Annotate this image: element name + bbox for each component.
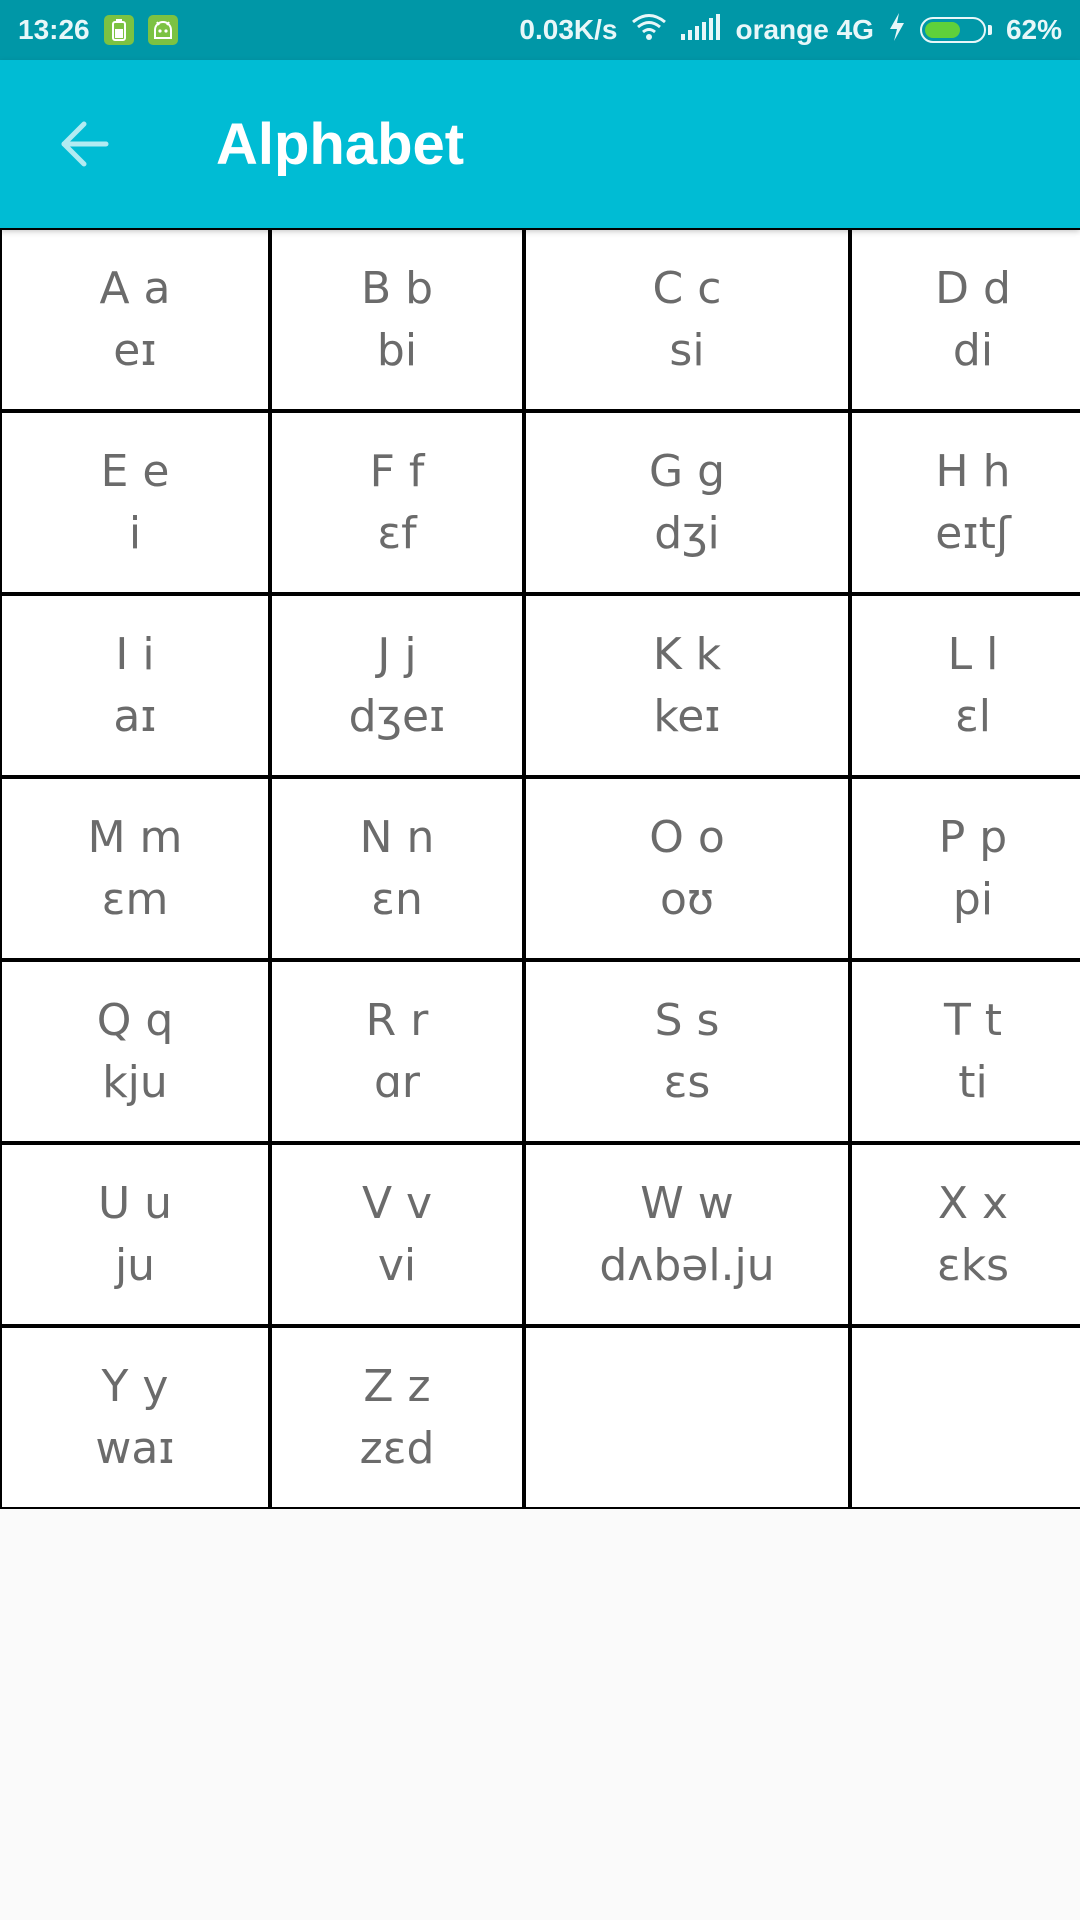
letter-pair: N n: [359, 811, 435, 863]
letter-cell[interactable]: [272, 596, 522, 775]
letter-cell[interactable]: [526, 596, 848, 775]
back-button[interactable]: [34, 94, 134, 194]
pronunciation: pi: [952, 873, 994, 925]
pronunciation: i: [128, 507, 142, 559]
pronunciation: ju: [114, 1239, 156, 1291]
letter-pair: T t: [943, 994, 1003, 1046]
pronunciation: ɑr: [373, 1056, 421, 1108]
pronunciation: keɪ: [653, 690, 721, 742]
letter-cell[interactable]: [526, 1145, 848, 1324]
letter-cell[interactable]: [2, 413, 268, 592]
letter-pair: S s: [654, 994, 720, 1046]
letter-pair: Q q: [96, 994, 174, 1046]
network-speed: 0.03K/s: [519, 14, 618, 45]
letter-cell[interactable]: [526, 779, 848, 958]
letter-pair: W w: [640, 1177, 734, 1229]
status-bar: [0, 0, 1080, 60]
letter-pair: H h: [935, 445, 1011, 497]
letter-cell[interactable]: [2, 1328, 268, 1507]
letter-pair: Y y: [101, 1360, 169, 1412]
letter-pair: K k: [652, 628, 722, 680]
pronunciation: ɛm: [101, 873, 169, 925]
arrow-back-icon: [58, 118, 110, 170]
letter-pair: J j: [377, 628, 417, 680]
signal-icon: [681, 14, 721, 47]
pronunciation: waɪ: [95, 1422, 175, 1474]
status-time: 13:26: [18, 14, 90, 45]
page-title: Alphabet: [216, 111, 465, 177]
letter-cell[interactable]: [2, 779, 268, 958]
pronunciation: eɪtʃ: [935, 507, 1011, 559]
app-bar: [0, 60, 1080, 228]
pronunciation: aɪ: [113, 690, 157, 742]
wifi-icon: [631, 13, 667, 48]
pronunciation: oʊ: [659, 873, 715, 925]
letter-pair: V v: [361, 1177, 433, 1229]
pronunciation: vi: [377, 1239, 417, 1291]
letter-pair: O o: [649, 811, 725, 863]
carrier-label: orange 4G: [735, 14, 874, 45]
pronunciation: ɛs: [663, 1056, 711, 1108]
empty-cell: [526, 1328, 848, 1507]
letter-pair: P p: [938, 811, 1008, 863]
letter-cell[interactable]: [852, 413, 1080, 592]
pronunciation: dʌbəl.ju: [599, 1239, 775, 1291]
alphabet-grid: [0, 228, 1080, 1509]
android-icon: [148, 15, 178, 45]
pronunciation: eɪ: [113, 324, 157, 376]
letter-pair: Z z: [363, 1360, 431, 1412]
letter-pair: B b: [360, 262, 434, 314]
letter-pair: C c: [652, 262, 722, 314]
letter-pair: D d: [935, 262, 1011, 314]
letter-pair: X x: [937, 1177, 1009, 1229]
pronunciation: ɛn: [371, 873, 423, 925]
letter-cell[interactable]: [526, 230, 848, 409]
pronunciation: dʒi: [654, 507, 720, 559]
empty-cell: [852, 1328, 1080, 1507]
letter-cell[interactable]: [2, 230, 268, 409]
letter-cell[interactable]: [272, 779, 522, 958]
letter-pair: U u: [97, 1177, 173, 1229]
letter-cell[interactable]: [526, 413, 848, 592]
pronunciation: di: [952, 324, 994, 376]
letter-pair: R r: [365, 994, 429, 1046]
battery-icon: [920, 17, 992, 43]
letter-pair: G g: [648, 445, 725, 497]
letter-cell[interactable]: [2, 962, 268, 1141]
pronunciation: kju: [102, 1056, 168, 1108]
letter-cell[interactable]: [272, 1328, 522, 1507]
battery-saver-icon: [104, 15, 134, 45]
charging-icon: [888, 13, 906, 48]
pronunciation: ɛf: [377, 507, 417, 559]
letter-cell[interactable]: [852, 1145, 1080, 1324]
pronunciation: si: [669, 324, 705, 376]
pronunciation: bi: [376, 324, 418, 376]
letter-cell[interactable]: [272, 1145, 522, 1324]
letter-cell[interactable]: [2, 1145, 268, 1324]
letter-cell[interactable]: [272, 413, 522, 592]
letter-cell[interactable]: [852, 962, 1080, 1141]
letter-pair: E e: [100, 445, 170, 497]
letter-pair: M m: [87, 811, 183, 863]
letter-pair: A a: [99, 262, 171, 314]
letter-cell[interactable]: [526, 962, 848, 1141]
pronunciation: ɛl: [954, 690, 991, 742]
pronunciation: ɛks: [936, 1239, 1010, 1291]
letter-cell[interactable]: [852, 779, 1080, 958]
letter-pair: F f: [369, 445, 425, 497]
pronunciation: dʒeɪ: [348, 690, 446, 742]
pronunciation: zɛd: [359, 1422, 435, 1474]
letter-cell[interactable]: [852, 230, 1080, 409]
letter-cell[interactable]: [2, 596, 268, 775]
letter-cell[interactable]: [272, 230, 522, 409]
battery-percent: 62%: [1005, 14, 1062, 45]
letter-cell[interactable]: [272, 962, 522, 1141]
pronunciation: ti: [958, 1056, 988, 1108]
letter-cell[interactable]: [852, 596, 1080, 775]
letter-pair: L l: [947, 628, 999, 680]
letter-pair: I i: [115, 628, 155, 680]
